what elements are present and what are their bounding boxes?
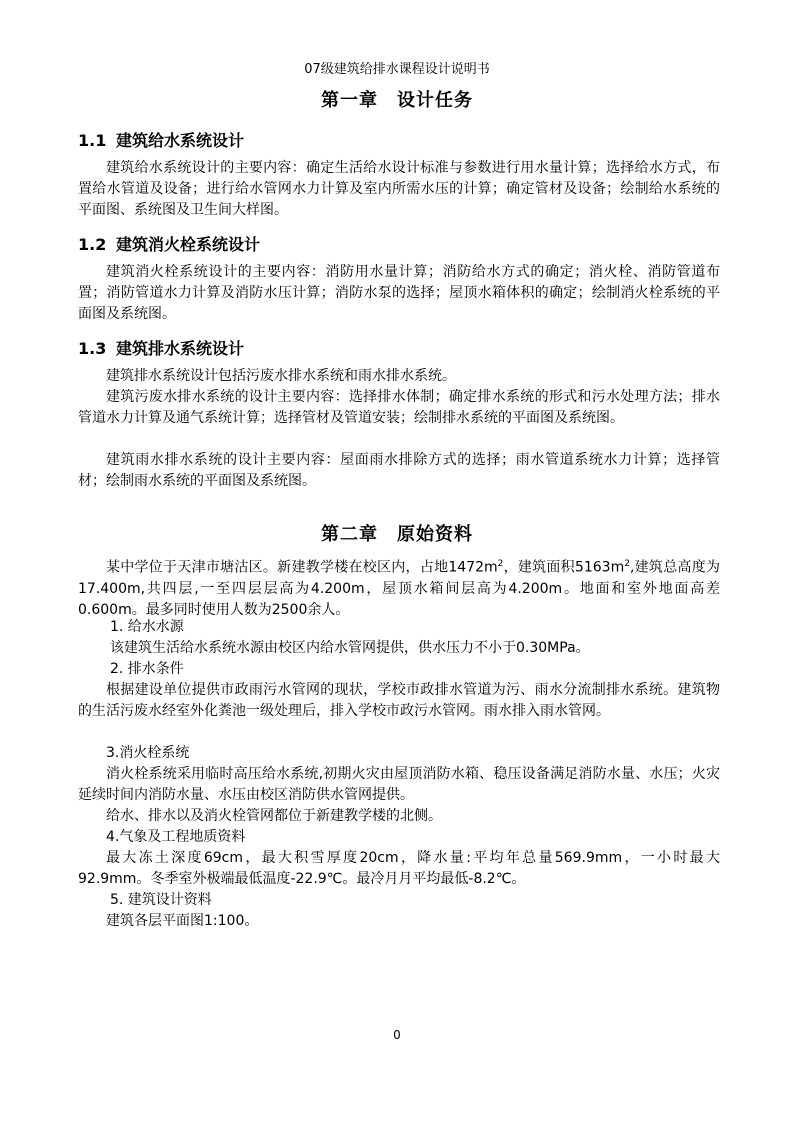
item-4-text: 最大冻土深度69cm，最大积雪厚度20cm，降水量:平均年总量569.9mm，一小时最大92.9mm。冬季室外极端最低温度-22.9℃。最冷月月平均最低-8.2℃。 <box>78 850 720 887</box>
section-title: 建筑消火栓系统设计 <box>116 235 261 254</box>
page-number: 0 <box>393 1028 401 1042</box>
running-header: 07级建筑给排水课程设计说明书 <box>304 62 490 77</box>
section-1-2-body: 建筑消火栓系统设计的主要内容：消防用水量计算；消防给水方式的确定；消火栓、消防管道布置；消防管道水力计算及消防水压计算；消防水泵的选择；屋顶水箱体积的确定；绘制消火栓系统的平面图及系统图。 <box>78 264 720 322</box>
section-1-3-para-1: 建筑排水系统设计包括污废水排水系统和雨水排水系统。 <box>106 368 456 384</box>
chapter-1-title: 第一章 设计任务 <box>321 90 473 111</box>
section-1-3-heading <box>78 336 244 359</box>
item-1-text: 该建筑生活给水系统水源由校区内给水管网提供，供水压力不小于0.30MPa。 <box>110 640 590 656</box>
intro-text-a: 某中学位于天津市塘沽区。新建教学楼在校区内，占地1472m <box>106 559 498 576</box>
chapter-2-title: 第二章 原始资料 <box>321 524 473 545</box>
intro-text-c: ,建筑总高度为17.400m,共四层,一至四层层高为4.200m，屋顶水箱间层高为4.200m。地面和室外地面高差0.600m。最多同时使用人数为2500余人。 <box>78 559 720 618</box>
chapter-2-intro <box>78 554 720 621</box>
section-number: 1.3 <box>78 339 107 358</box>
item-3-title: 3.消火栓系统 <box>106 745 190 761</box>
item-2-text: 根据建设单位提供市政雨污水管网的现状，学校市政排水管道为污、雨水分流制排水系统。建筑物的生活污废水经室外化粪池一级处理后，排入学校市政污水管网。雨水排入雨水管网。 <box>78 682 720 719</box>
item-1-title: 1. 给水水源 <box>110 619 184 635</box>
item-5-text: 建筑各层平面图1:100。 <box>106 913 259 929</box>
superscript: 2 <box>624 559 630 569</box>
section-1-1-body: 建筑给水系统设计的主要内容：确定生活给水设计标准与参数进行用水量计算；选择给水方式，布置给水管道及设备；进行给水管网水力计算及室内所需水压的计算；确定管材及设备；绘制给水系统的平面图、系统图及卫生间大样图。 <box>78 160 720 218</box>
section-1-3-para-3: 建筑雨水排水系统的设计主要内容：屋面雨水排除方式的选择；雨水管道系统水力计算；选择管材；绘制雨水系统的平面图及系统图。 <box>78 452 720 489</box>
section-1-3-para-2: 建筑污废水排水系统的设计主要内容：选择排水体制；确定排水系统的形式和污水处理方法；排水管道水力计算及通气系统计算；选择管材及管道安装；绘制排水系统的平面图及系统图。 <box>78 389 720 426</box>
superscript: 2 <box>497 559 504 569</box>
item-3-text-2: 给水、排水以及消火栓管网都位于新建教学楼的北侧。 <box>106 808 442 824</box>
section-1-1-heading <box>78 128 244 151</box>
intro-text-b: ，建筑面积5163m <box>503 559 625 576</box>
item-2-title: 2. 排水条件 <box>110 661 184 677</box>
section-number: 1.2 <box>78 235 107 254</box>
section-title: 建筑排水系统设计 <box>116 339 245 358</box>
section-number: 1.1 <box>78 131 107 150</box>
item-5-title: 5. 建筑设计资料 <box>110 892 212 908</box>
item-4-title: 4.气象及工程地质资料 <box>106 829 246 845</box>
item-3-text: 消火栓系统采用临时高压给水系统,初期火灾由屋顶消防水箱、稳压设备满足消防水量、水压；火灾延续时间内消防水量、水压由校区消防供水管网提供。 <box>78 766 720 803</box>
section-1-2-heading <box>78 232 260 255</box>
section-title: 建筑给水系统设计 <box>116 131 245 150</box>
